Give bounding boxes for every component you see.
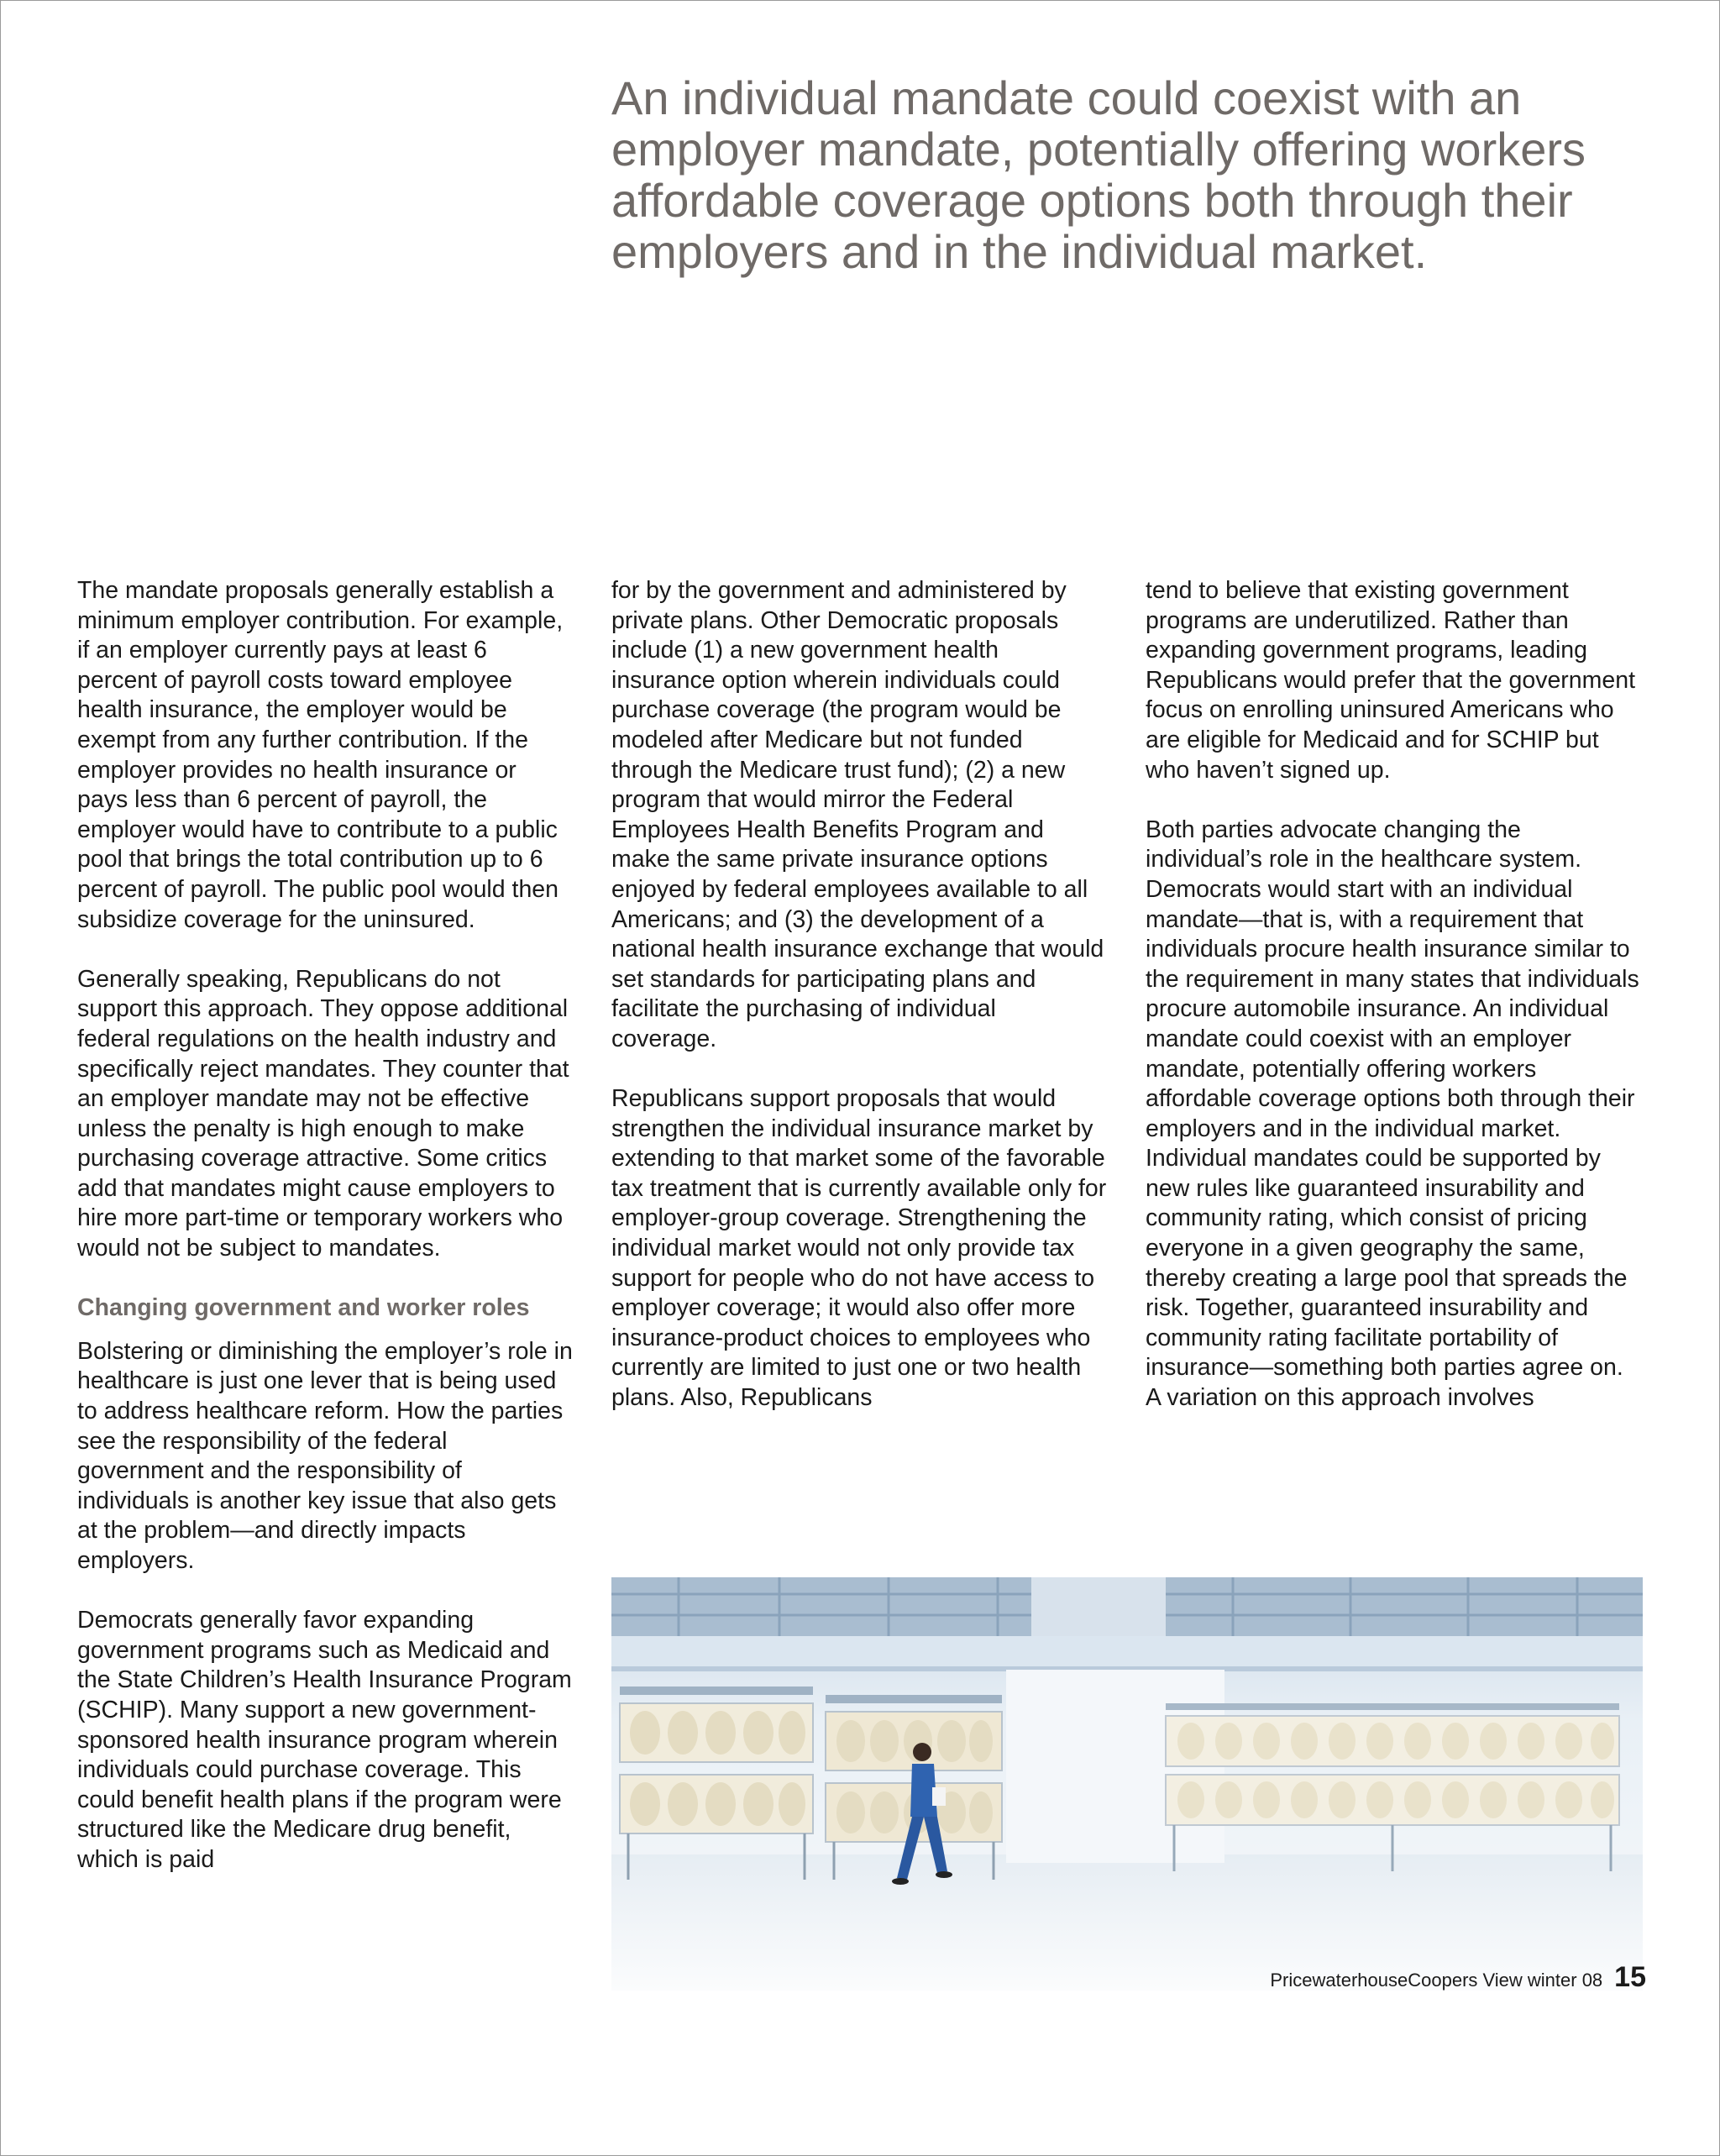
- paragraph: Both parties advocate changing the individual’s role in the healthcare system. Democrats would start with an individual mandate—that is, with a requirement that individuals procure health insurance similar to the requirement in many states that individuals procure automobile insurance. An individual mandate could coexist with an employer mandate, potentially offering workers affordable coverage options both through their employers and in the individual market. Individual mandates could be supported by new rules like guaranteed insurability and community rating, which consist of pricing everyone in a given geography the same, thereby creating a large pool that spreads the risk. Together, guaranteed insurability and community rating facilitate portability of insurance—something both parties agree on. A variation on this approach involves: [1146, 816, 1639, 1412]
- page-number: 15: [1614, 1961, 1646, 1993]
- paragraph: Bolstering or diminishing the employer’s role in healthcare is just one lever that is being used to address healthcare reform. How the parties see the responsibility of the federal government and the responsibility of individuals is another key issue that also gets at the problem—and directly impacts employers.: [77, 1337, 573, 1574]
- pull-quote: An individual mandate could coexist with an employer mandate, potentially offering workers affordable coverage options both through their employers and in the individual market.: [611, 71, 1586, 278]
- section-subheading: Changing government and worker roles: [77, 1294, 530, 1322]
- article-column-2: [611, 576, 1107, 1414]
- lab-photo: [611, 1577, 1643, 1991]
- paragraph: Democrats generally favor expanding government programs such as Medicaid and the State Children’s Health Insurance Program (SCHIP). Many support a new government-sponsored health insurance program wherein individuals could purchase coverage. This could benefit health plans if the program were structured like the Medicare drug benefit, which is paid: [77, 1607, 572, 1873]
- paragraph: for by the government and administered by private plans. Other Democratic proposals include (1) a new government health insurance option wherein individuals could purchase coverage (the program would be modeled after Medicare but not funded through the Medicare trust fund); (2) a new program that would mirror the Federal Employees Health Benefits Program and make the same private insurance options enjoyed by federal employees available to all Americans; and (3) the development of a national health insurance exchange that would set standards for participating plans and facilitate the purchasing of individual coverage.: [611, 577, 1104, 1052]
- paragraph: The mandate proposals generally establish a minimum employer contribution. For example, if an employer currently pays at least 6 percent of payroll costs toward employee health insurance, the employer would be exempt from any further contribution. If the employer provides no health insurance or pays less than 6 percent of payroll, the employer would have to contribute to a public pool that brings the total contribution up to 6 percent of payroll. The public pool would then subsidize coverage for the uninsured.: [77, 577, 564, 933]
- publication-name: PricewaterhouseCoopers View winter 08: [1270, 1970, 1603, 1991]
- page-footer: [1270, 1961, 1646, 1998]
- article-column-3: [1146, 576, 1641, 1414]
- article-column-1: [77, 576, 573, 1875]
- paragraph: tend to believe that existing government programs are underutilized. Rather than expanding government programs, leading Republicans would prefer that the government focus on enrolling uninsured Americans who are eligible for Medicaid and for SCHIP but who haven’t signed up.: [1146, 577, 1636, 784]
- paragraph: Republicans support proposals that would strengthen the individual insurance market by extending to that market some of the favorable tax treatment that is currently available only for employer-group coverage. Strengthening the individual market would not only provide tax support for people who do not have access to employer coverage; it would also offer more insurance-product choices to employees who currently are limited to just one or two health plans. Also, Republicans: [611, 1085, 1107, 1412]
- paragraph: Generally speaking, Republicans do not support this approach. They oppose additional federal regulations on the health industry and specifically reject mandates. They counter that an employer mandate may not be effective unless the penalty is high enough to make purchasing coverage attractive. Some critics add that mandates might cause employers to hire more part-time or temporary workers who would not be subject to mandates.: [77, 965, 569, 1262]
